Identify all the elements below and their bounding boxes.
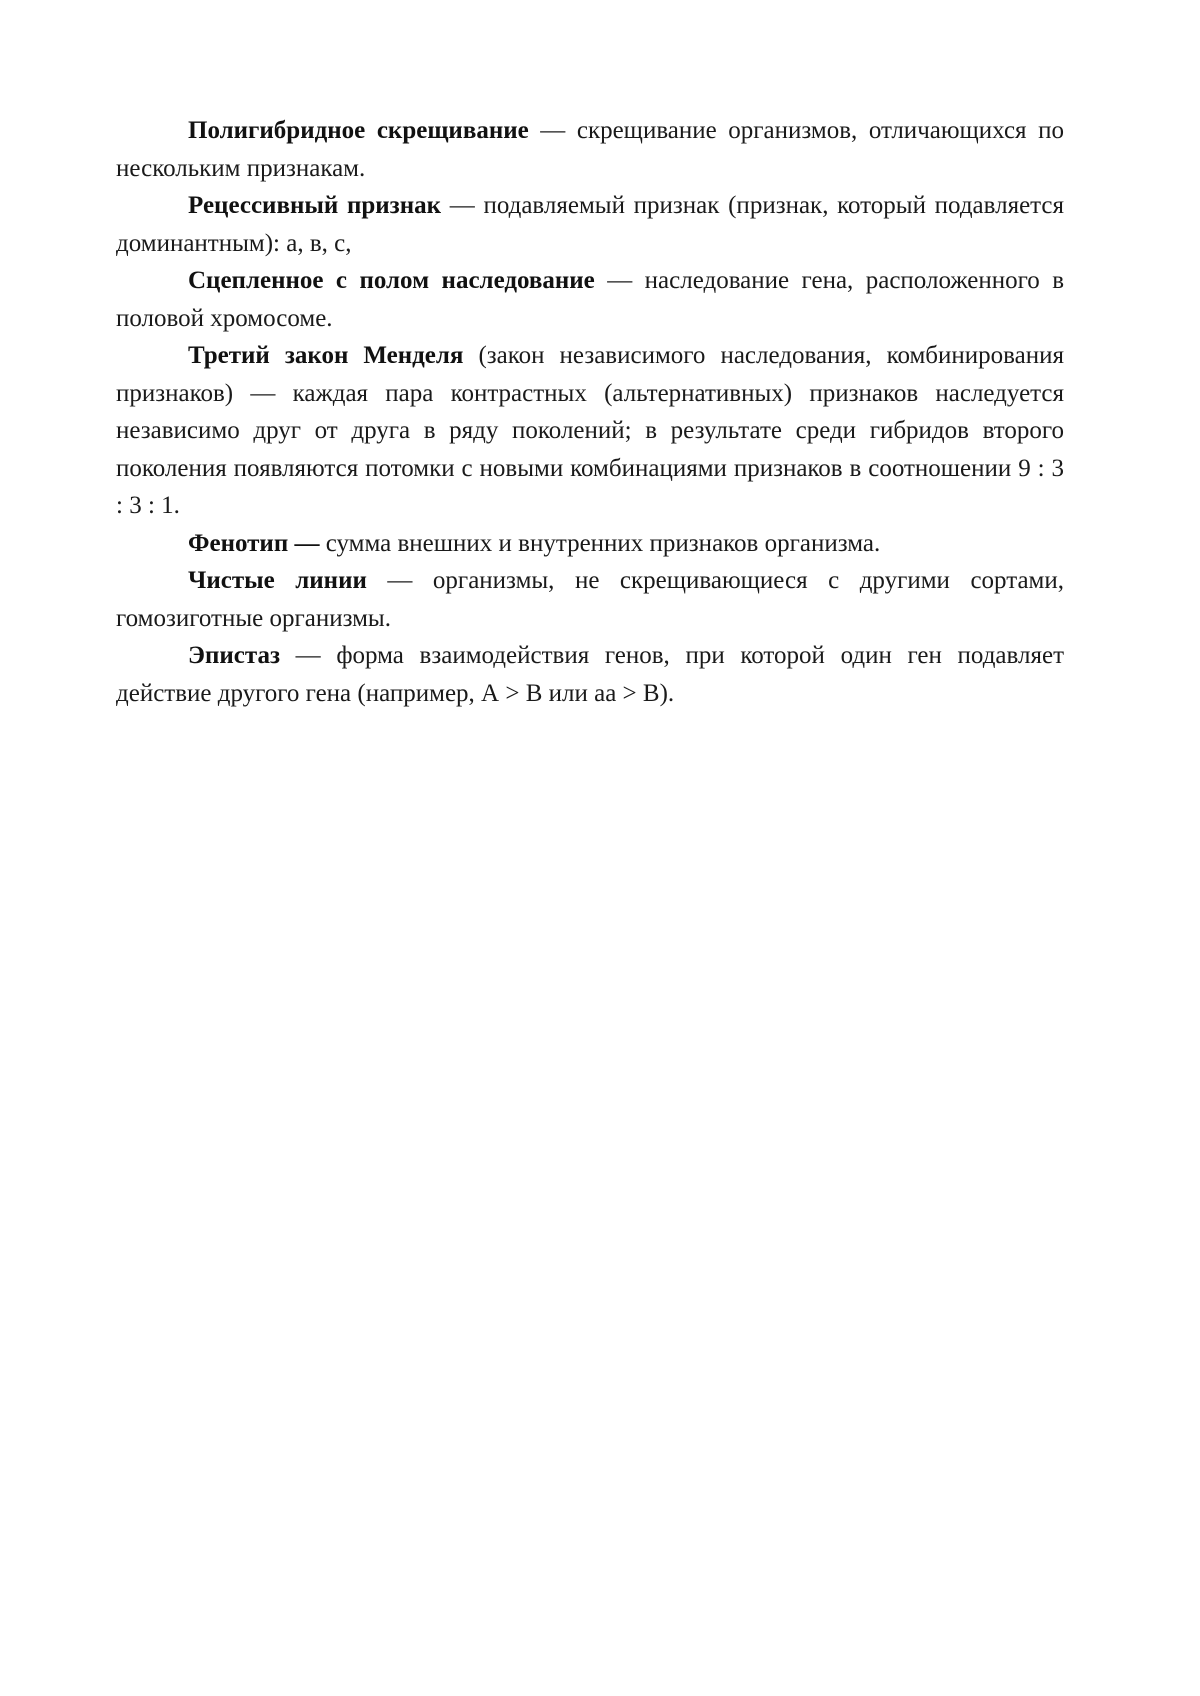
glossary-entry-polyhybrid-cross (116, 112, 1064, 187)
glossary-entry-phenotype (116, 525, 1064, 563)
glossary-entry-recessive-trait (116, 187, 1064, 262)
glossary-definition: — скрещивание организмов, отличающихся по нескольким признакам. (116, 117, 1064, 182)
glossary-term: Чистые линии (188, 567, 367, 594)
glossary-term: Полигибридное скрещивание (188, 117, 529, 144)
glossary-entry-sex-linked-inheritance (116, 262, 1064, 337)
glossary-entry-pure-lines (116, 562, 1064, 637)
glossary-definition: — наследование гена, расположенного в половой хромосоме. (116, 267, 1064, 332)
glossary-definition: сумма внешних и внутренних признаков организма. (319, 529, 881, 557)
glossary-definition: — форма взаимодействия генов, при которой один ген подавляет действие другого гена (например, А > В или аа > В). (116, 642, 1064, 707)
glossary-definition: — подавляемый признак (признак, который подавляется доминантным): а, в, с, (116, 192, 1065, 257)
glossary-text (116, 112, 1064, 712)
glossary-entry-mendel-third-law (116, 337, 1064, 525)
glossary-entry-epistasis (116, 637, 1064, 712)
glossary-term: Фенотип — (188, 529, 320, 557)
glossary-term: Третий закон Менделя (188, 342, 464, 369)
glossary-term: Рецессивный признак (188, 192, 442, 219)
glossary-term: Сцепленное с полом наследование (188, 267, 595, 294)
glossary-definition: (закон независимого наследования, комбинирования признаков) — каждая пара контрастных (альтернативных) признаков наследуется независимо друг от друга в ряду поколений; в результате среди гибридов второго поколения появляются потомки с новыми комбинациями признаков в соотношении 9 : 3 : 3 : 1. (116, 342, 1064, 519)
glossary-definition: — организмы, не скрещивающиеся с другими сортами, гомозиготные организмы. (116, 567, 1064, 632)
glossary-term: Эпистаз (188, 642, 280, 669)
